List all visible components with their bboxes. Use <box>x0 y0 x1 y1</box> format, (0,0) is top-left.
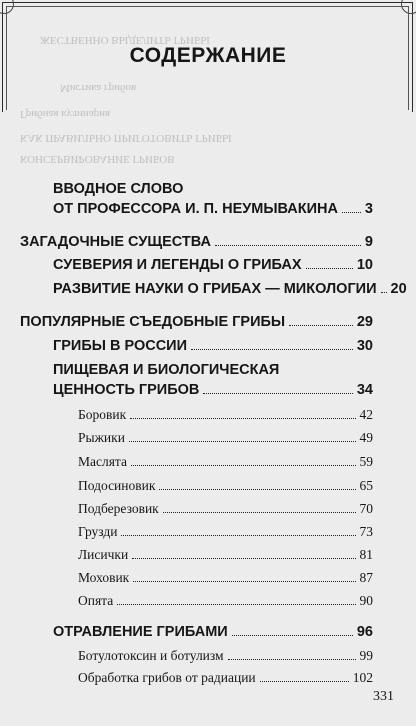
toc-subentry <box>78 430 373 446</box>
leader-dots <box>215 245 361 246</box>
leader-dots <box>232 635 353 636</box>
toc-subentry <box>78 570 373 586</box>
leader-dots <box>131 465 356 466</box>
leader-dots <box>381 292 387 293</box>
toc-entry-page: 102 <box>352 670 373 685</box>
toc-subentry <box>78 501 373 517</box>
leader-dots <box>133 581 355 582</box>
toc-subentry <box>78 524 373 540</box>
toc-entry-label: РАЗВИТИЕ НАУКИ О ГРИБАХ — МИКОЛОГИИ <box>53 281 377 297</box>
toc-entry-page: 9 <box>364 234 373 250</box>
toc-entry-label: ЗАГАДОЧНЫЕ СУЩЕСТВА <box>20 234 211 250</box>
toc-entry-label: Опята <box>78 593 114 608</box>
toc-entry <box>53 181 383 197</box>
toc-entry-label: Ботулотоксин и ботулизм <box>78 648 224 663</box>
page-number: 331 <box>373 689 394 704</box>
page-title: СОДЕРЖАНИЕ <box>129 44 287 67</box>
toc-subentry <box>78 593 373 609</box>
toc-entry-page: 49 <box>359 430 373 445</box>
leader-dots <box>129 441 356 442</box>
toc-entry-label: Лисички <box>78 547 129 562</box>
toc-entry-label: Подосиновик <box>78 478 156 493</box>
toc-entry-label: ГРИБЫ В РОССИИ <box>53 338 188 354</box>
toc-entry-label: ЦЕННОСТЬ ГРИБОВ <box>53 382 200 398</box>
toc-entry-page: 99 <box>359 648 373 663</box>
toc-entry-page: 73 <box>359 524 373 539</box>
toc-entry-label: ПИЩЕВАЯ И БИОЛОГИЧЕСКАЯ <box>53 362 280 378</box>
toc-entry-label: ВВОДНОЕ СЛОВО <box>53 181 184 197</box>
toc-entry-label: Моховик <box>78 570 130 585</box>
toc-entry-label: Подберезовик <box>78 501 159 516</box>
toc-entry-page: 81 <box>359 547 373 562</box>
toc-entry <box>53 257 373 273</box>
toc-entry <box>53 338 373 354</box>
toc-entry-label: ОТРАВЛЕНИЕ ГРИБАМИ <box>53 624 228 640</box>
toc-entry-page: 10 <box>356 257 373 273</box>
toc-entry-page: 70 <box>359 501 373 516</box>
leader-dots <box>228 659 356 660</box>
toc-entry <box>53 624 373 640</box>
toc-subentry <box>78 547 373 563</box>
leader-dots <box>306 268 353 269</box>
toc-entry-label: ОТ ПРОФЕССОРА И. П. НЕУМЫВАКИНА <box>53 201 338 217</box>
toc-entry <box>53 281 407 297</box>
toc-entry-label: СУЕВЕРИЯ И ЛЕГЕНДЫ О ГРИБАХ <box>53 257 302 273</box>
toc-entry-page: 34 <box>356 382 373 398</box>
bleed-through-text: Грибная кулинария <box>20 108 111 120</box>
leader-dots <box>159 489 355 490</box>
toc-subentry <box>78 670 373 686</box>
toc-entry <box>53 201 373 217</box>
leader-dots <box>132 558 355 559</box>
leader-dots <box>260 681 349 682</box>
toc-entry-label: Грузди <box>78 524 118 539</box>
toc-entry-page: 20 <box>390 281 407 297</box>
leader-dots <box>203 393 352 394</box>
toc-entry <box>20 314 373 330</box>
bleed-through-text: Мистика грибов <box>60 82 137 94</box>
toc-entry-page: 29 <box>356 314 373 330</box>
toc-entry-label: Маслята <box>78 454 127 469</box>
toc-entry-page: 30 <box>356 338 373 354</box>
leader-dots <box>342 212 361 213</box>
toc-subentry <box>78 648 373 664</box>
toc-entry-label: Боровик <box>78 407 127 422</box>
leader-dots <box>130 418 355 419</box>
toc-subentry <box>78 407 373 423</box>
toc-entry-page: 65 <box>359 478 373 493</box>
leader-dots <box>191 349 353 350</box>
toc-entry <box>20 234 373 250</box>
leader-dots <box>163 512 356 513</box>
toc-entry-page: 87 <box>359 570 373 585</box>
leader-dots <box>117 604 355 605</box>
toc-entry-page: 90 <box>359 593 373 608</box>
toc-entry-page: 3 <box>364 201 373 217</box>
toc-subentry <box>78 478 373 494</box>
bleed-through-text: КАК ПРАВИЛЬНО ПРИГОТОВИТЬ ГРИБЫ <box>20 132 232 144</box>
toc-entry-page: 96 <box>356 624 373 640</box>
toc-entry-label: Обработка грибов от радиации <box>78 670 256 685</box>
toc-entry <box>53 362 383 378</box>
leader-dots <box>121 535 355 536</box>
toc-entry <box>53 382 373 398</box>
bleed-through-text: КОНСЕРВИРОВАНИЕ ГРИБОВ <box>20 153 175 165</box>
leader-dots <box>289 325 353 326</box>
toc-entry-page: 59 <box>359 454 373 469</box>
toc-entry-page: 42 <box>359 407 373 422</box>
toc-entry-label: ПОПУЛЯРНЫЕ СЪЕДОБНЫЕ ГРИБЫ <box>20 314 286 330</box>
toc-entry-label: Рыжики <box>78 430 125 445</box>
toc-subentry <box>78 454 373 470</box>
bleed-through-text: ЖЕСТВЕННО ВЫДЕЛИТЬ ГРИБЫ <box>40 34 210 46</box>
